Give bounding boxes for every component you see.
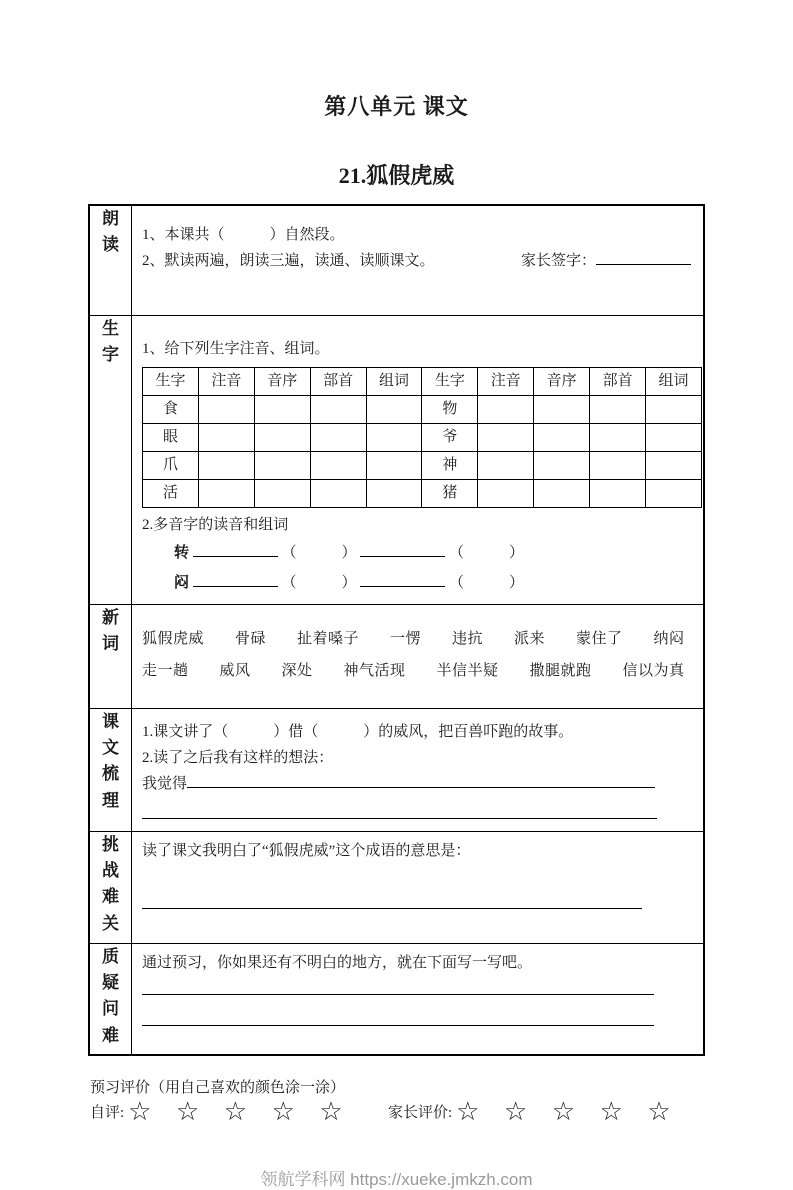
paren-blank-2: （ ） [449,544,525,561]
fill-in-cell[interactable] [366,395,422,423]
fill-in-cell[interactable] [534,479,590,507]
fill-in-cell[interactable] [254,451,310,479]
fill-in-line[interactable] [360,543,445,557]
fill-in-cell[interactable] [254,395,310,423]
section-label-words: 新词 [102,607,119,654]
character-table-row [143,479,702,507]
evaluation-block [90,1076,705,1125]
section-label-challenge: 挑战难关 [102,834,119,933]
fill-in-cell[interactable] [198,423,254,451]
character-table-row [143,395,702,423]
fill-in-cell[interactable] [534,423,590,451]
polyphone-character: 转 [174,544,190,561]
polyphone-line-men [174,568,691,598]
fill-in-cell[interactable] [254,423,310,451]
character-table-header-row [143,368,702,395]
fill-in-cell[interactable] [478,395,534,423]
col-header: 音序 [534,368,590,395]
col-header: 注音 [198,368,254,395]
fill-in-cell[interactable] [478,423,534,451]
fill-in-cell[interactable] [534,395,590,423]
parent-rating-stars[interactable]: ☆ ☆ ☆ ☆ ☆ [456,1096,680,1126]
section-label-characters: 生字 [102,319,119,365]
new-character: 活 [143,479,199,507]
characters-task-1: 1、给下列生字注音、组词。 [142,341,330,357]
outline-item-2: 2.读了之后我有这样的想法： [142,750,334,766]
fill-in-cell[interactable] [366,423,422,451]
polyphone-character: 闷 [174,574,190,591]
fill-in-cell[interactable] [310,423,366,451]
characters-task-2: 2.多音字的读音和组词 [142,516,289,533]
fill-in-cell[interactable] [478,479,534,507]
new-words-line-1: 狐假虎威 骨碌 扯着嗓子 一愣 违抗 派来 蒙住了 纳闷 [142,630,685,647]
col-header: 部首 [310,368,366,395]
section-new-words [89,604,704,708]
section-label-reading: 朗读 [102,209,119,255]
new-character: 猪 [422,479,478,507]
lesson-title: 21.狐假虎威 [338,163,455,188]
fill-in-cell[interactable] [590,451,646,479]
questions-prompt: 通过预习，你如果还有不明白的地方，就在下面写一写吧。 [142,954,533,971]
fill-in-cell[interactable] [366,451,422,479]
challenge-prompt: 读了课文我明白了“狐假虎威”这个成语的意思是： [142,842,471,859]
new-character: 神 [422,451,478,479]
evaluation-title: 预习评价（用自己喜欢的颜色涂一涂） [90,1079,346,1096]
fill-in-cell[interactable] [198,395,254,423]
section-text-outline [89,708,704,831]
col-header: 生字 [143,368,199,395]
fill-in-cell[interactable] [534,451,590,479]
fill-in-cell[interactable] [254,479,310,507]
fill-in-line[interactable] [142,908,642,909]
section-label-questions: 质疑问难 [102,946,119,1045]
section-label-outline: 课文梳理 [102,711,119,810]
character-practice-table [142,367,702,507]
parent-signature-line[interactable] [596,251,691,265]
new-words-line-2: 走一趟 威风 深处 神气活现 半信半疑 撒腿就跑 信以为真 [142,663,685,679]
new-character: 眼 [143,423,199,451]
reading-item-1: 1、本课共（ ）自然段。 [142,227,345,243]
parent-signature-label: 家长签字： [520,253,596,270]
new-character: 物 [422,395,478,423]
fill-in-cell[interactable] [590,479,646,507]
fill-in-cell[interactable] [310,395,366,423]
col-header: 部首 [590,368,646,395]
fill-in-line[interactable] [142,818,657,819]
col-header: 组词 [366,368,422,395]
reading-item-2: 2、默读两遍，朗读三遍，读通、读顺课文。 [142,253,435,270]
fill-in-cell[interactable] [590,395,646,423]
character-table-row [143,451,702,479]
outline-item-1: 1.课文讲了（ ）借（ ）的威风，把百兽吓跑的故事。 [142,723,574,740]
col-header: 注音 [478,368,534,395]
section-questions [89,943,704,1055]
fill-in-cell[interactable] [366,479,422,507]
fill-in-line[interactable] [193,543,278,557]
self-rating-stars[interactable]: ☆ ☆ ☆ ☆ ☆ [128,1096,352,1126]
section-new-characters [89,316,704,605]
section-challenge [89,831,704,943]
fill-in-line[interactable] [142,994,654,995]
fill-in-cell[interactable] [198,479,254,507]
new-character: 爪 [143,451,199,479]
col-header: 音序 [254,368,310,395]
fill-in-line[interactable] [360,573,445,587]
character-table-row [143,423,702,451]
fill-in-cell[interactable] [198,451,254,479]
fill-in-cell[interactable] [646,423,702,451]
fill-in-line[interactable] [193,573,278,587]
worksheet-table [88,204,705,1056]
fill-in-cell[interactable] [478,451,534,479]
fill-in-line[interactable] [142,1025,654,1026]
parent-rating-label: 家长评价: [388,1105,453,1122]
new-character: 爷 [422,423,478,451]
fill-in-cell[interactable] [590,423,646,451]
fill-in-cell[interactable] [646,395,702,423]
self-rating-label: 自评: [90,1105,125,1122]
fill-in-cell[interactable] [646,479,702,507]
fill-in-cell[interactable] [310,451,366,479]
new-character: 食 [143,395,199,423]
fill-in-line[interactable] [187,774,655,788]
polyphone-line-zhuan [174,538,691,568]
outline-item-3-prefix: 我觉得 [142,776,188,793]
col-header: 生字 [422,368,478,395]
paren-blank: （ ） [281,544,357,561]
paren-blank: （ ） [281,574,357,591]
fill-in-cell[interactable] [310,479,366,507]
paren-blank-2: （ ） [449,574,525,591]
watermark: 领航学科网 https://xueke.jmkzh.com [260,1169,533,1189]
section-reading [89,205,704,316]
unit-title: 第八单元 课文 [324,94,469,119]
col-header: 组词 [646,368,702,395]
fill-in-cell[interactable] [646,451,702,479]
